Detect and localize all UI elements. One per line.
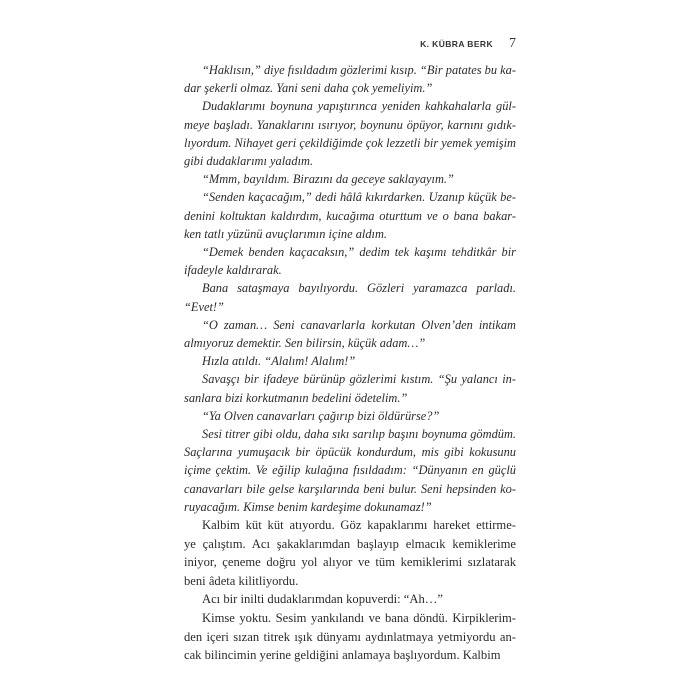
text-line: içime çektim. Ve eğilip kulağına fısıldadım: “Dünyanın en güçlü xyxy=(184,463,516,478)
text-line: “O zaman… Seni canavarlarla korkutan Olven’den intikam xyxy=(202,317,516,332)
text-line: “Ya Olven canavarları çağırıp bizi öldürürse?” xyxy=(202,408,440,423)
paragraph xyxy=(184,243,516,279)
paragraph xyxy=(184,425,516,516)
paragraph xyxy=(184,316,516,352)
text-line: dar şekerli olmaz. Yani seni daha çok yemeliyim.” xyxy=(184,81,433,96)
body-text xyxy=(184,61,516,665)
text-line: “Demek benden kaçacaksın,” dedim tek kaşımı tehditkâr bir xyxy=(202,245,516,260)
text-line: Kalbim küt küt atıyordu. Göz kapaklarımı hareket ettirme- xyxy=(202,518,516,533)
text-line: Acı bir inilti dudaklarımdan kopuverdi: “Ah…” xyxy=(202,592,443,607)
paragraph xyxy=(184,516,516,590)
text-line: beni âdeta kilitliyordu. xyxy=(184,573,299,588)
text-line: Saçlarına yumuşacık bir öpücük kondurdum, mis gibi kokusunu xyxy=(184,445,516,460)
paragraph xyxy=(184,590,516,609)
text-line: “Mmm, bayıldım. Birazını da geceye saklayayım.” xyxy=(202,172,454,187)
text-line: “Senden kaçacağım,” dedi hâlâ kıkırdarken. Uzanıp küçük be- xyxy=(202,190,516,205)
text-line: Sesi titrer gibi oldu, daha sıkı sarılıp başını boynuma gömdüm. xyxy=(202,427,516,442)
text-line: “Haklısın,” diye fısıldadım gözlerimi kısıp. “Bir patates bu ka- xyxy=(202,63,516,77)
text-line: Bana sataşmaya bayılıyordu. Gözleri yaramazca parladı. xyxy=(202,281,516,296)
text-line: canavarları bile gelse karşılarında beni bulur. Seni hepsinden ko- xyxy=(184,481,516,496)
text-line: lıyordum. Nihayet geri çekildiğimde çok lezzetli bir yemek yemişim xyxy=(184,135,516,150)
text-line: Hızla atıldı. “Alalım! Alalım!” xyxy=(202,354,356,369)
text-line: Dudaklarımı boynuna yapıştırınca yeniden kahkahalarla gül- xyxy=(202,99,516,114)
text-line: meye başladı. Yanaklarını ısırıyor, boynunu öpüyor, karnını gıdık- xyxy=(184,117,516,132)
text-line: iniyor, çeneme doğru yol alıyor ve tüm kemiklerimi sızlatarak xyxy=(184,555,516,570)
text-line: Kimse yoktu. Sesim yankılandı ve bana döndü. Kirpiklerim- xyxy=(202,611,516,626)
paragraph xyxy=(184,97,516,170)
paragraph xyxy=(184,188,516,243)
paragraph xyxy=(184,170,516,188)
text-line: cak bilincimin yerine geldiğini anlamaya başlıyordum. Kalbim xyxy=(184,648,501,663)
paragraph xyxy=(184,370,516,406)
page-number: 7 xyxy=(509,36,516,51)
text-line: Savaşçı bir ifadeye bürünüp gözlerimi kıstım. “Şu yalancı in- xyxy=(202,372,516,387)
text-line: den içeri sızan titrek ışık dünyamı aydınlatmaya yetmiyordu an- xyxy=(184,629,516,644)
text-line: “Evet!” xyxy=(184,299,224,314)
text-line: ruyacağım. Kimse benim kardeşime dokunamaz!” xyxy=(184,499,432,514)
text-line: ken tatlı yüzünü avuçlarımın içine aldım. xyxy=(184,226,388,241)
paragraph xyxy=(184,279,516,315)
running-header-author: K. KÜBRA BERK xyxy=(420,39,493,49)
text-line: almıyoruz demektir. Sen bilirsin, küçük adam…” xyxy=(184,336,426,351)
paragraph xyxy=(184,407,516,425)
text-line: denini koltuktan kaldırdım, kucağıma oturttum ve o bana bakar- xyxy=(184,208,516,223)
paragraph xyxy=(184,352,516,370)
paragraph xyxy=(184,609,516,665)
running-header xyxy=(420,36,516,52)
paragraph xyxy=(184,61,516,97)
text-line: ye çalıştım. Acı şakaklarımdan başlayıp elmacık kemiklerime xyxy=(184,536,516,551)
text-line: sanlara bizi korkutmanın bedelini ödetelim.” xyxy=(184,390,408,405)
text-line: gibi dudaklarımı yaladım. xyxy=(184,154,314,169)
text-line: ifadeyle kaldırarak. xyxy=(184,263,282,278)
